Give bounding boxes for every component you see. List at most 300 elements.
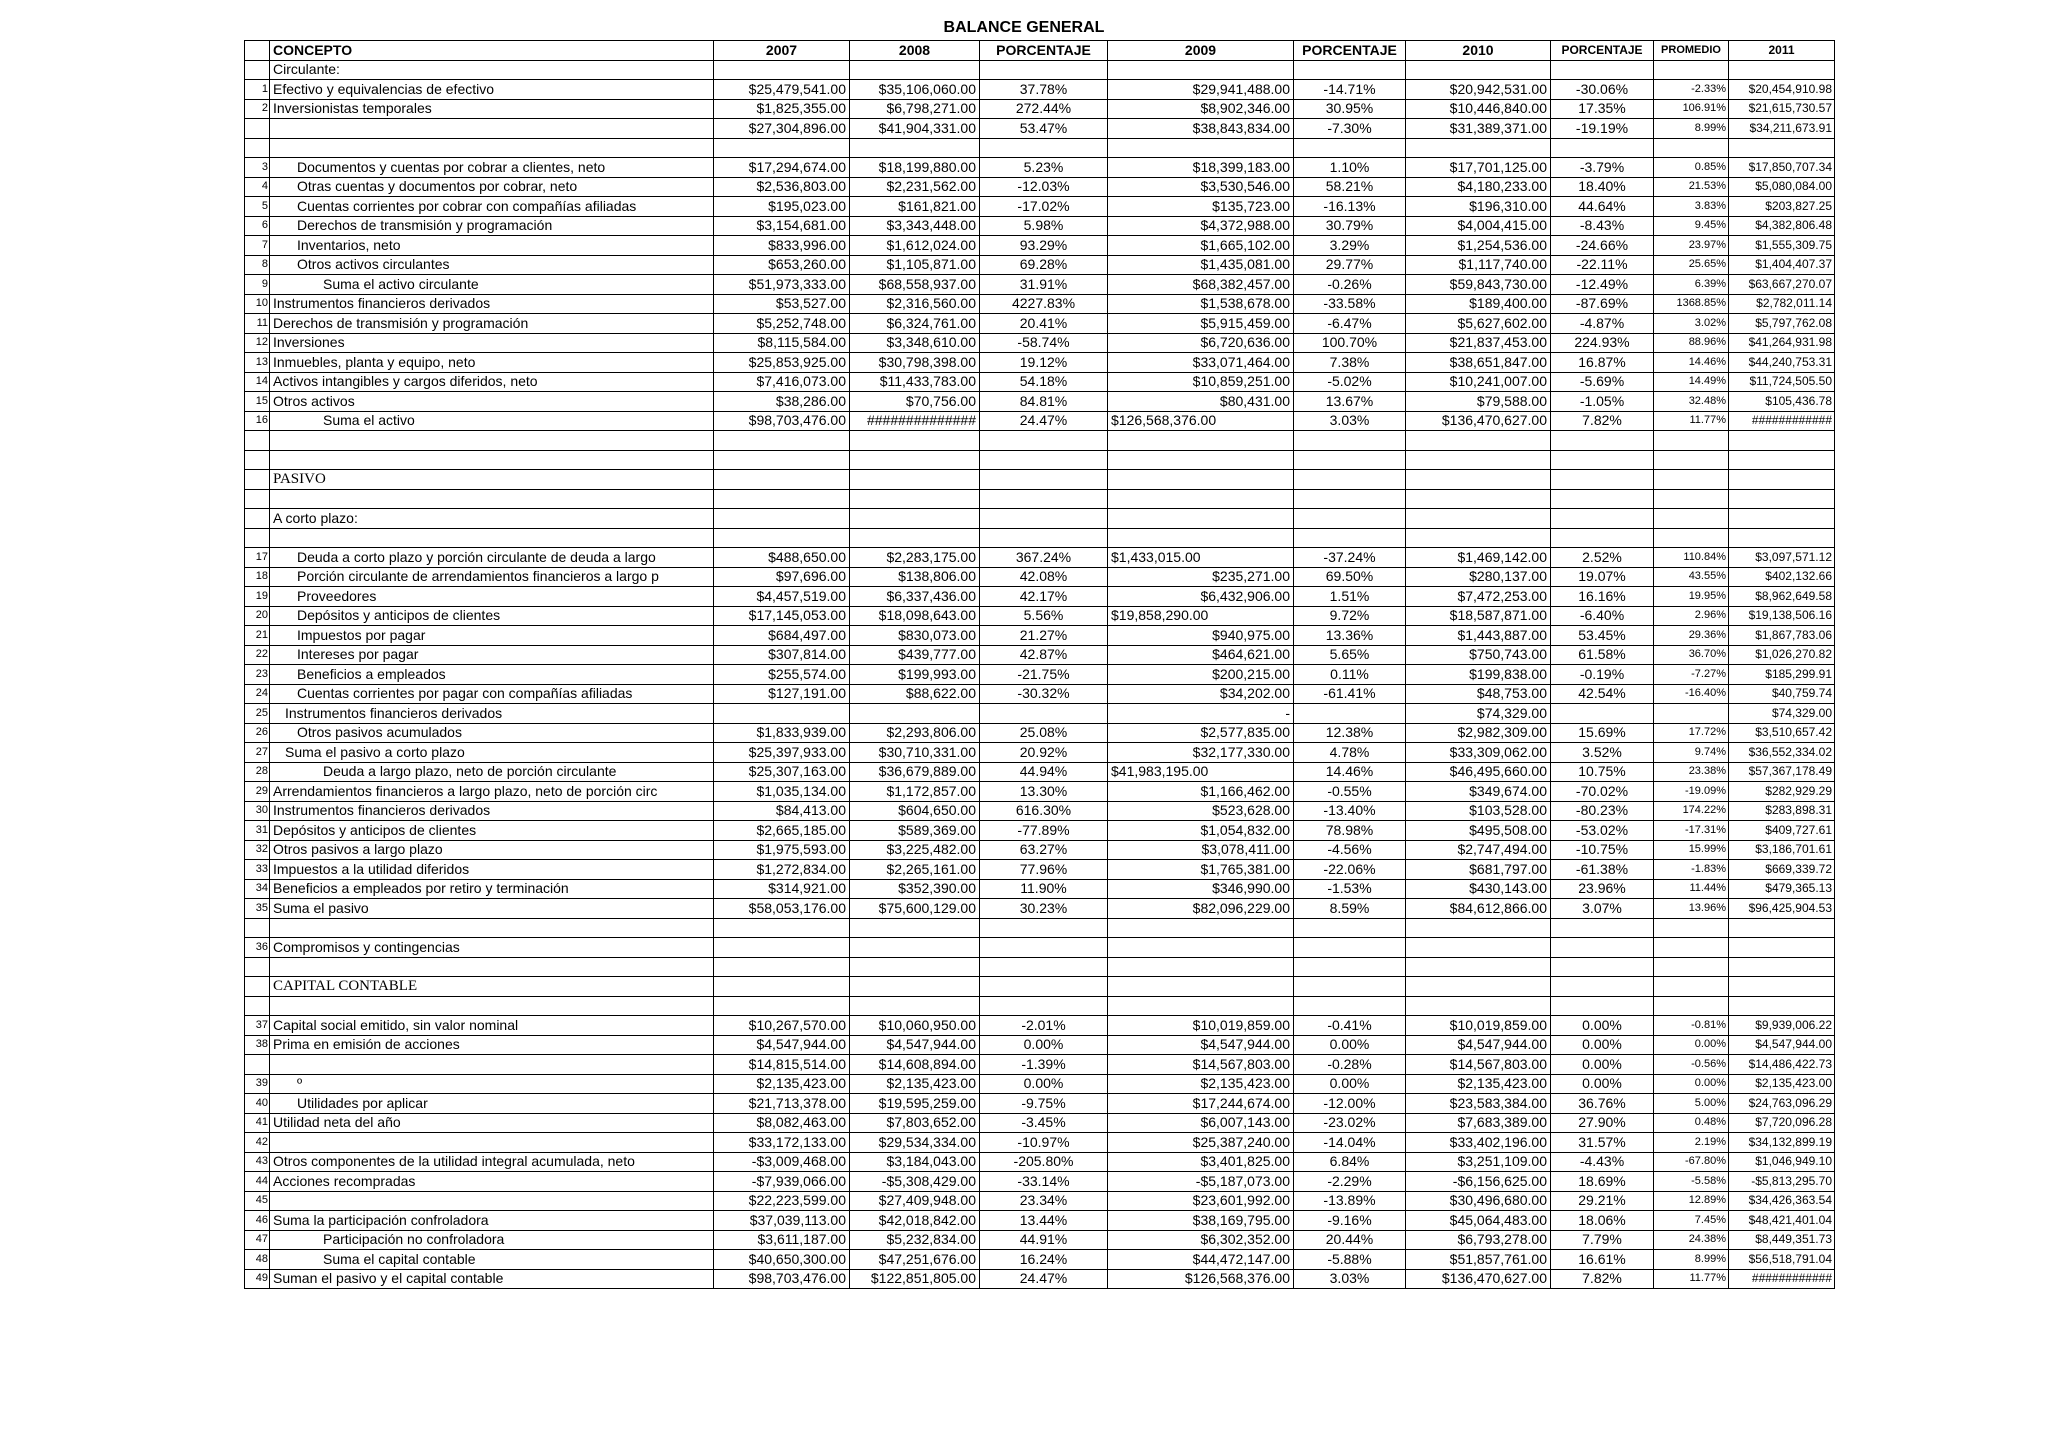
cell-2007[interactable]: $4,457,519.00 — [714, 587, 850, 607]
cell-2008[interactable]: $6,324,761.00 — [850, 314, 980, 334]
cell-2007[interactable]: $17,294,674.00 — [714, 158, 850, 178]
cell-promedio[interactable]: 110.84% — [1654, 548, 1729, 568]
cell-2009[interactable]: $80,431.00 — [1108, 392, 1294, 412]
cell-concepto[interactable]: Suman el pasivo y el capital contable — [270, 1269, 714, 1289]
cell-promedio[interactable]: 25.65% — [1654, 255, 1729, 275]
cell-2008[interactable]: $35,106,060.00 — [850, 80, 980, 100]
cell-num[interactable]: 4 — [245, 177, 270, 197]
cell-concepto[interactable]: Otros pasivos acumulados — [270, 723, 714, 743]
cell-2009[interactable]: $235,271.00 — [1108, 567, 1294, 587]
cell-promedio[interactable]: 2.96% — [1654, 606, 1729, 626]
cell-promedio[interactable]: 0.00% — [1654, 1074, 1729, 1094]
cell-porcentaje-3[interactable]: 53.45% — [1551, 626, 1654, 646]
cell-porcentaje-3[interactable]: 3.52% — [1551, 743, 1654, 763]
cell-2009[interactable]: $38,843,834.00 — [1108, 119, 1294, 139]
cell-porcentaje-3[interactable]: 10.75% — [1551, 762, 1654, 782]
cell-2009[interactable]: $346,990.00 — [1108, 879, 1294, 899]
cell-2007[interactable]: $195,023.00 — [714, 197, 850, 217]
cell-concepto[interactable]: PASIVO — [270, 470, 714, 490]
cell-porcentaje-3[interactable]: 16.16% — [1551, 587, 1654, 607]
cell-2011[interactable]: $41,264,931.98 — [1729, 333, 1835, 353]
cell-num[interactable] — [245, 60, 270, 80]
cell-2008[interactable] — [850, 957, 980, 977]
cell-porcentaje-2[interactable]: 0.11% — [1294, 665, 1406, 685]
cell-2010[interactable] — [1406, 918, 1551, 938]
cell-2007[interactable] — [714, 938, 850, 958]
cell-2007[interactable]: $2,536,803.00 — [714, 177, 850, 197]
cell-2009[interactable]: - — [1108, 704, 1294, 724]
cell-porcentaje-3[interactable]: -53.02% — [1551, 821, 1654, 841]
cell-2007[interactable]: $2,135,423.00 — [714, 1074, 850, 1094]
cell-num[interactable]: 48 — [245, 1250, 270, 1270]
cell-porcentaje-3[interactable]: 16.61% — [1551, 1250, 1654, 1270]
cell-num[interactable]: 10 — [245, 294, 270, 314]
cell-num[interactable] — [245, 1055, 270, 1075]
cell-2008[interactable] — [850, 938, 980, 958]
cell-2008[interactable]: $4,547,944.00 — [850, 1035, 980, 1055]
cell-2011[interactable]: $8,449,351.73 — [1729, 1230, 1835, 1250]
cell-num[interactable] — [245, 470, 270, 490]
cell-2008[interactable] — [850, 977, 980, 997]
cell-2009[interactable]: $1,665,102.00 — [1108, 236, 1294, 256]
cell-2007[interactable] — [714, 470, 850, 490]
cell-porcentaje-3[interactable]: -4.87% — [1551, 314, 1654, 334]
cell-2009[interactable]: $10,019,859.00 — [1108, 1016, 1294, 1036]
cell-promedio[interactable] — [1654, 509, 1729, 529]
cell-2010[interactable] — [1406, 470, 1551, 490]
cell-2011[interactable]: $409,727.61 — [1729, 821, 1835, 841]
cell-porcentaje-3[interactable] — [1551, 489, 1654, 509]
cell-2009[interactable]: $68,382,457.00 — [1108, 275, 1294, 295]
cell-2011[interactable] — [1729, 431, 1835, 451]
cell-porcentaje-1[interactable]: 25.08% — [980, 723, 1108, 743]
cell-porcentaje-2[interactable]: 3.29% — [1294, 236, 1406, 256]
cell-2010[interactable]: $17,701,125.00 — [1406, 158, 1551, 178]
cell-promedio[interactable]: 88.96% — [1654, 333, 1729, 353]
cell-2008[interactable]: $14,608,894.00 — [850, 1055, 980, 1075]
cell-2009[interactable]: $6,302,352.00 — [1108, 1230, 1294, 1250]
cell-concepto[interactable] — [270, 489, 714, 509]
cell-2008[interactable]: $88,622.00 — [850, 684, 980, 704]
cell-num[interactable] — [245, 431, 270, 451]
cell-2010[interactable]: $7,683,389.00 — [1406, 1113, 1551, 1133]
cell-porcentaje-1[interactable]: -9.75% — [980, 1094, 1108, 1114]
cell-num[interactable]: 18 — [245, 567, 270, 587]
cell-promedio[interactable]: 6.39% — [1654, 275, 1729, 295]
cell-2007[interactable]: $1,035,134.00 — [714, 782, 850, 802]
cell-2010[interactable]: $2,982,309.00 — [1406, 723, 1551, 743]
cell-promedio[interactable]: -5.58% — [1654, 1172, 1729, 1192]
cell-2007[interactable]: $4,547,944.00 — [714, 1035, 850, 1055]
cell-2010[interactable] — [1406, 996, 1551, 1016]
cell-2008[interactable] — [850, 431, 980, 451]
cell-promedio[interactable] — [1654, 938, 1729, 958]
cell-porcentaje-1[interactable]: 20.92% — [980, 743, 1108, 763]
cell-2011[interactable]: $7,720,096.28 — [1729, 1113, 1835, 1133]
cell-2009[interactable]: $1,166,462.00 — [1108, 782, 1294, 802]
cell-2011[interactable]: $479,365.13 — [1729, 879, 1835, 899]
cell-promedio[interactable]: 11.44% — [1654, 879, 1729, 899]
cell-2007[interactable]: $1,272,834.00 — [714, 860, 850, 880]
cell-num[interactable]: 20 — [245, 606, 270, 626]
cell-concepto[interactable]: Circulante: — [270, 60, 714, 80]
cell-promedio[interactable]: -67.80% — [1654, 1152, 1729, 1172]
cell-porcentaje-2[interactable]: -33.58% — [1294, 294, 1406, 314]
cell-num[interactable]: 27 — [245, 743, 270, 763]
cell-promedio[interactable] — [1654, 957, 1729, 977]
cell-2007[interactable]: $127,191.00 — [714, 684, 850, 704]
cell-concepto[interactable]: Otros activos — [270, 392, 714, 412]
cell-concepto[interactable]: Suma el activo — [270, 411, 714, 431]
cell-porcentaje-1[interactable]: 13.44% — [980, 1211, 1108, 1231]
header-cell-2008[interactable]: 2008 — [850, 41, 980, 61]
cell-concepto[interactable]: Compromisos y contingencias — [270, 938, 714, 958]
cell-porcentaje-1[interactable]: 616.30% — [980, 801, 1108, 821]
cell-num[interactable]: 12 — [245, 333, 270, 353]
cell-porcentaje-2[interactable] — [1294, 431, 1406, 451]
cell-2011[interactable]: $63,667,270.07 — [1729, 275, 1835, 295]
cell-2011[interactable]: $283,898.31 — [1729, 801, 1835, 821]
cell-num[interactable]: 43 — [245, 1152, 270, 1172]
cell-porcentaje-2[interactable]: -0.41% — [1294, 1016, 1406, 1036]
cell-porcentaje-1[interactable]: -33.14% — [980, 1172, 1108, 1192]
cell-2009[interactable]: $6,007,143.00 — [1108, 1113, 1294, 1133]
cell-2007[interactable]: $653,260.00 — [714, 255, 850, 275]
cell-porcentaje-2[interactable]: 30.95% — [1294, 99, 1406, 119]
cell-2008[interactable]: $70,756.00 — [850, 392, 980, 412]
cell-promedio[interactable]: 7.45% — [1654, 1211, 1729, 1231]
cell-2009[interactable]: $2,577,835.00 — [1108, 723, 1294, 743]
cell-2009[interactable]: $44,472,147.00 — [1108, 1250, 1294, 1270]
cell-2009[interactable]: $1,765,381.00 — [1108, 860, 1294, 880]
cell-promedio[interactable]: 174.22% — [1654, 801, 1729, 821]
cell-porcentaje-1[interactable]: 23.34% — [980, 1191, 1108, 1211]
cell-promedio[interactable]: 23.97% — [1654, 236, 1729, 256]
cell-porcentaje-1[interactable]: 11.90% — [980, 879, 1108, 899]
cell-porcentaje-1[interactable] — [980, 509, 1108, 529]
cell-promedio[interactable]: 2.19% — [1654, 1133, 1729, 1153]
cell-num[interactable] — [245, 957, 270, 977]
cell-2007[interactable]: $98,703,476.00 — [714, 411, 850, 431]
cell-2007[interactable]: $40,650,300.00 — [714, 1250, 850, 1270]
cell-2009[interactable]: $82,096,229.00 — [1108, 899, 1294, 919]
cell-2009[interactable]: $10,859,251.00 — [1108, 372, 1294, 392]
cell-concepto[interactable] — [270, 996, 714, 1016]
cell-2008[interactable]: $604,650.00 — [850, 801, 980, 821]
cell-promedio[interactable]: 8.99% — [1654, 1250, 1729, 1270]
cell-promedio[interactable] — [1654, 470, 1729, 490]
cell-2010[interactable] — [1406, 431, 1551, 451]
cell-2011[interactable]: $48,421,401.04 — [1729, 1211, 1835, 1231]
cell-porcentaje-1[interactable]: 37.78% — [980, 80, 1108, 100]
cell-2009[interactable]: $25,387,240.00 — [1108, 1133, 1294, 1153]
cell-2008[interactable]: $199,993.00 — [850, 665, 980, 685]
cell-2008[interactable] — [850, 138, 980, 158]
cell-2008[interactable]: $1,612,024.00 — [850, 236, 980, 256]
cell-2011[interactable]: ############ — [1729, 1269, 1835, 1289]
cell-num[interactable]: 35 — [245, 899, 270, 919]
cell-promedio[interactable]: 12.89% — [1654, 1191, 1729, 1211]
cell-porcentaje-2[interactable]: -14.71% — [1294, 80, 1406, 100]
cell-porcentaje-2[interactable]: 1.51% — [1294, 587, 1406, 607]
cell-num[interactable]: 9 — [245, 275, 270, 295]
cell-porcentaje-3[interactable]: 0.00% — [1551, 1074, 1654, 1094]
cell-2008[interactable]: $29,534,334.00 — [850, 1133, 980, 1153]
cell-porcentaje-1[interactable]: 30.23% — [980, 899, 1108, 919]
cell-porcentaje-2[interactable]: 12.38% — [1294, 723, 1406, 743]
cell-concepto[interactable]: Instrumentos financieros derivados — [270, 801, 714, 821]
cell-2009[interactable]: $19,858,290.00 — [1108, 606, 1294, 626]
cell-porcentaje-1[interactable]: 21.27% — [980, 626, 1108, 646]
cell-porcentaje-3[interactable]: 44.64% — [1551, 197, 1654, 217]
cell-2010[interactable] — [1406, 938, 1551, 958]
cell-porcentaje-3[interactable]: 18.69% — [1551, 1172, 1654, 1192]
cell-num[interactable]: 37 — [245, 1016, 270, 1036]
cell-2009[interactable] — [1108, 470, 1294, 490]
cell-2011[interactable]: $40,759.74 — [1729, 684, 1835, 704]
cell-2011[interactable] — [1729, 470, 1835, 490]
cell-2009[interactable]: $29,941,488.00 — [1108, 80, 1294, 100]
cell-2011[interactable]: $1,026,270.82 — [1729, 645, 1835, 665]
cell-porcentaje-1[interactable]: 5.23% — [980, 158, 1108, 178]
cell-porcentaje-2[interactable] — [1294, 489, 1406, 509]
cell-2008[interactable]: $30,798,398.00 — [850, 353, 980, 373]
cell-porcentaje-2[interactable]: -22.06% — [1294, 860, 1406, 880]
cell-num[interactable] — [245, 450, 270, 470]
cell-porcentaje-2[interactable] — [1294, 450, 1406, 470]
cell-2011[interactable] — [1729, 509, 1835, 529]
cell-promedio[interactable]: 3.02% — [1654, 314, 1729, 334]
cell-num[interactable]: 31 — [245, 821, 270, 841]
cell-porcentaje-3[interactable]: 29.21% — [1551, 1191, 1654, 1211]
cell-2009[interactable]: $6,432,906.00 — [1108, 587, 1294, 607]
cell-2010[interactable]: $1,469,142.00 — [1406, 548, 1551, 568]
cell-porcentaje-1[interactable]: 272.44% — [980, 99, 1108, 119]
cell-promedio[interactable]: 0.85% — [1654, 158, 1729, 178]
cell-num[interactable]: 42 — [245, 1133, 270, 1153]
cell-promedio[interactable]: 106.91% — [1654, 99, 1729, 119]
cell-porcentaje-2[interactable] — [1294, 528, 1406, 548]
cell-2007[interactable]: $25,479,541.00 — [714, 80, 850, 100]
cell-num[interactable]: 32 — [245, 840, 270, 860]
cell-2009[interactable]: $126,568,376.00 — [1108, 411, 1294, 431]
cell-2009[interactable] — [1108, 528, 1294, 548]
cell-2007[interactable]: -$3,009,468.00 — [714, 1152, 850, 1172]
cell-porcentaje-3[interactable]: -4.43% — [1551, 1152, 1654, 1172]
cell-2008[interactable]: $2,283,175.00 — [850, 548, 980, 568]
cell-num[interactable]: 5 — [245, 197, 270, 217]
cell-promedio[interactable] — [1654, 918, 1729, 938]
cell-2009[interactable] — [1108, 918, 1294, 938]
cell-2008[interactable] — [850, 996, 980, 1016]
cell-porcentaje-2[interactable]: 5.65% — [1294, 645, 1406, 665]
cell-2009[interactable] — [1108, 138, 1294, 158]
cell-2008[interactable]: $11,433,783.00 — [850, 372, 980, 392]
cell-num[interactable]: 23 — [245, 665, 270, 685]
cell-2010[interactable]: $23,583,384.00 — [1406, 1094, 1551, 1114]
cell-2007[interactable]: $488,650.00 — [714, 548, 850, 568]
cell-2011[interactable]: $3,097,571.12 — [1729, 548, 1835, 568]
cell-2009[interactable]: $4,547,944.00 — [1108, 1035, 1294, 1055]
cell-2010[interactable] — [1406, 528, 1551, 548]
cell-porcentaje-1[interactable] — [980, 528, 1108, 548]
cell-porcentaje-2[interactable] — [1294, 470, 1406, 490]
cell-2011[interactable] — [1729, 528, 1835, 548]
cell-porcentaje-2[interactable] — [1294, 938, 1406, 958]
cell-porcentaje-3[interactable]: -24.66% — [1551, 236, 1654, 256]
cell-2011[interactable]: $185,299.91 — [1729, 665, 1835, 685]
cell-2011[interactable]: $44,240,753.31 — [1729, 353, 1835, 373]
cell-num[interactable]: 34 — [245, 879, 270, 899]
cell-num[interactable]: 40 — [245, 1094, 270, 1114]
cell-concepto[interactable]: Suma el capital contable — [270, 1250, 714, 1270]
cell-concepto[interactable] — [270, 119, 714, 139]
cell-porcentaje-3[interactable]: 42.54% — [1551, 684, 1654, 704]
cell-concepto[interactable]: Capital social emitido, sin valor nominal — [270, 1016, 714, 1036]
cell-2011[interactable]: $9,939,006.22 — [1729, 1016, 1835, 1036]
cell-porcentaje-2[interactable]: 69.50% — [1294, 567, 1406, 587]
cell-porcentaje-2[interactable]: 3.03% — [1294, 411, 1406, 431]
cell-num[interactable] — [245, 119, 270, 139]
cell-2011[interactable]: $74,329.00 — [1729, 704, 1835, 724]
cell-num[interactable]: 39 — [245, 1074, 270, 1094]
cell-porcentaje-3[interactable] — [1551, 431, 1654, 451]
cell-2009[interactable]: $34,202.00 — [1108, 684, 1294, 704]
cell-concepto[interactable]: Inversionistas temporales — [270, 99, 714, 119]
cell-porcentaje-2[interactable]: -0.28% — [1294, 1055, 1406, 1075]
header-cell-promedio[interactable]: PROMEDIO — [1654, 41, 1729, 61]
cell-porcentaje-1[interactable]: 5.56% — [980, 606, 1108, 626]
cell-porcentaje-1[interactable] — [980, 938, 1108, 958]
cell-porcentaje-2[interactable]: 8.59% — [1294, 899, 1406, 919]
cell-2007[interactable]: $21,713,378.00 — [714, 1094, 850, 1114]
cell-num[interactable]: 49 — [245, 1269, 270, 1289]
cell-porcentaje-3[interactable]: 23.96% — [1551, 879, 1654, 899]
cell-2010[interactable]: $10,241,007.00 — [1406, 372, 1551, 392]
cell-2008[interactable]: $161,821.00 — [850, 197, 980, 217]
cell-2009[interactable]: $3,078,411.00 — [1108, 840, 1294, 860]
cell-concepto[interactable]: Inversiones — [270, 333, 714, 353]
cell-porcentaje-1[interactable]: 42.08% — [980, 567, 1108, 587]
cell-concepto[interactable]: Otros pasivos a largo plazo — [270, 840, 714, 860]
cell-2008[interactable]: $2,265,161.00 — [850, 860, 980, 880]
cell-2010[interactable]: $18,587,871.00 — [1406, 606, 1551, 626]
cell-2009[interactable] — [1108, 489, 1294, 509]
cell-2011[interactable]: $5,797,762.08 — [1729, 314, 1835, 334]
cell-2009[interactable]: $3,530,546.00 — [1108, 177, 1294, 197]
cell-concepto[interactable]: Documentos y cuentas por cobrar a clientes, neto — [270, 158, 714, 178]
cell-promedio[interactable] — [1654, 60, 1729, 80]
cell-porcentaje-1[interactable]: 0.00% — [980, 1074, 1108, 1094]
cell-2007[interactable]: $684,497.00 — [714, 626, 850, 646]
cell-porcentaje-1[interactable]: 367.24% — [980, 548, 1108, 568]
cell-2009[interactable]: $523,628.00 — [1108, 801, 1294, 821]
cell-2007[interactable]: $314,921.00 — [714, 879, 850, 899]
cell-2008[interactable]: $6,337,436.00 — [850, 587, 980, 607]
cell-2011[interactable]: $5,080,084.00 — [1729, 177, 1835, 197]
cell-num[interactable] — [245, 528, 270, 548]
cell-porcentaje-1[interactable]: 53.47% — [980, 119, 1108, 139]
cell-porcentaje-2[interactable]: 20.44% — [1294, 1230, 1406, 1250]
cell-2011[interactable]: $402,132.66 — [1729, 567, 1835, 587]
cell-2008[interactable]: $41,904,331.00 — [850, 119, 980, 139]
cell-porcentaje-1[interactable]: 44.94% — [980, 762, 1108, 782]
cell-2011[interactable]: $4,547,944.00 — [1729, 1035, 1835, 1055]
cell-concepto[interactable]: Otros activos circulantes — [270, 255, 714, 275]
cell-num[interactable]: 14 — [245, 372, 270, 392]
cell-porcentaje-2[interactable]: -0.55% — [1294, 782, 1406, 802]
cell-num[interactable]: 13 — [245, 353, 270, 373]
cell-porcentaje-2[interactable]: -5.02% — [1294, 372, 1406, 392]
cell-2008[interactable]: $2,231,562.00 — [850, 177, 980, 197]
cell-porcentaje-3[interactable]: -8.43% — [1551, 216, 1654, 236]
cell-num[interactable]: 17 — [245, 548, 270, 568]
header-cell-porcentaje-2[interactable]: PORCENTAJE — [1294, 41, 1406, 61]
cell-porcentaje-3[interactable] — [1551, 704, 1654, 724]
cell-porcentaje-1[interactable]: -205.80% — [980, 1152, 1108, 1172]
header-cell-porcentaje-1[interactable]: PORCENTAJE — [980, 41, 1108, 61]
cell-promedio[interactable] — [1654, 489, 1729, 509]
cell-porcentaje-1[interactable]: 0.00% — [980, 1035, 1108, 1055]
cell-porcentaje-1[interactable]: 69.28% — [980, 255, 1108, 275]
cell-2008[interactable]: $10,060,950.00 — [850, 1016, 980, 1036]
cell-porcentaje-2[interactable]: 9.72% — [1294, 606, 1406, 626]
cell-porcentaje-3[interactable]: 16.87% — [1551, 353, 1654, 373]
cell-num[interactable]: 15 — [245, 392, 270, 412]
cell-porcentaje-2[interactable]: -37.24% — [1294, 548, 1406, 568]
cell-2011[interactable]: $57,367,178.49 — [1729, 762, 1835, 782]
cell-porcentaje-3[interactable]: -80.23% — [1551, 801, 1654, 821]
cell-2011[interactable]: $17,850,707.34 — [1729, 158, 1835, 178]
cell-concepto[interactable] — [270, 450, 714, 470]
cell-porcentaje-1[interactable]: 31.91% — [980, 275, 1108, 295]
cell-concepto[interactable]: Beneficios a empleados por retiro y terminación — [270, 879, 714, 899]
cell-2007[interactable]: -$7,939,066.00 — [714, 1172, 850, 1192]
cell-porcentaje-3[interactable] — [1551, 918, 1654, 938]
cell-porcentaje-3[interactable]: -30.06% — [1551, 80, 1654, 100]
cell-2010[interactable] — [1406, 60, 1551, 80]
cell-porcentaje-3[interactable]: 36.76% — [1551, 1094, 1654, 1114]
cell-porcentaje-2[interactable]: 6.84% — [1294, 1152, 1406, 1172]
cell-2007[interactable]: $1,975,593.00 — [714, 840, 850, 860]
cell-2008[interactable]: $5,232,834.00 — [850, 1230, 980, 1250]
cell-2010[interactable]: $199,838.00 — [1406, 665, 1551, 685]
cell-2009[interactable]: -$5,187,073.00 — [1108, 1172, 1294, 1192]
cell-2011[interactable]: $36,552,334.02 — [1729, 743, 1835, 763]
cell-2008[interactable]: $2,293,806.00 — [850, 723, 980, 743]
cell-porcentaje-2[interactable]: 0.00% — [1294, 1035, 1406, 1055]
cell-2010[interactable]: $189,400.00 — [1406, 294, 1551, 314]
cell-2011[interactable]: $2,782,011.14 — [1729, 294, 1835, 314]
cell-promedio[interactable]: 14.49% — [1654, 372, 1729, 392]
cell-2007[interactable]: $1,825,355.00 — [714, 99, 850, 119]
cell-2010[interactable]: $4,004,415.00 — [1406, 216, 1551, 236]
cell-2010[interactable] — [1406, 957, 1551, 977]
cell-porcentaje-2[interactable]: 78.98% — [1294, 821, 1406, 841]
cell-2007[interactable]: $51,973,333.00 — [714, 275, 850, 295]
cell-2009[interactable]: $8,902,346.00 — [1108, 99, 1294, 119]
cell-2011[interactable] — [1729, 450, 1835, 470]
cell-2010[interactable] — [1406, 450, 1551, 470]
cell-porcentaje-3[interactable] — [1551, 60, 1654, 80]
cell-2007[interactable] — [714, 704, 850, 724]
cell-2008[interactable]: -$5,308,429.00 — [850, 1172, 980, 1192]
cell-porcentaje-3[interactable]: 18.06% — [1551, 1211, 1654, 1231]
cell-2010[interactable]: $136,470,627.00 — [1406, 1269, 1551, 1289]
cell-promedio[interactable]: 9.45% — [1654, 216, 1729, 236]
cell-porcentaje-1[interactable]: -1.39% — [980, 1055, 1108, 1075]
cell-num[interactable]: 22 — [245, 645, 270, 665]
